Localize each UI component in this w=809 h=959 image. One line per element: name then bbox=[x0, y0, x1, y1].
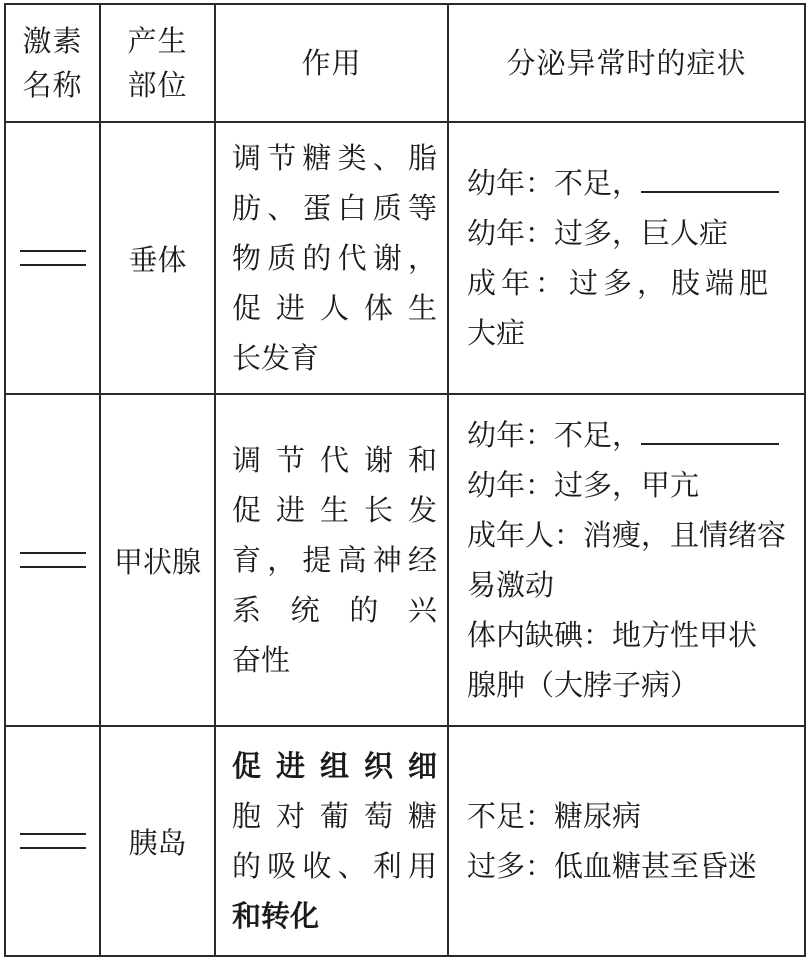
symptom-line: 易激动 bbox=[467, 568, 555, 602]
function-line: 促进生长发 bbox=[232, 493, 437, 527]
source-cell: 垂体 bbox=[100, 122, 215, 394]
function-line: 物质的代谢， bbox=[232, 241, 437, 275]
header-text: 产生 bbox=[127, 24, 188, 58]
fill-in-blank[interactable] bbox=[641, 417, 779, 445]
symptom-line: 成年：过多，肢端肥 bbox=[467, 266, 774, 300]
symptoms-cell bbox=[448, 726, 805, 956]
hormone-name-blank[interactable] bbox=[5, 726, 100, 956]
symptom-text: 幼年：不足， bbox=[467, 166, 642, 200]
function-line: 系统的兴 bbox=[232, 593, 437, 627]
answer-blank-line bbox=[20, 552, 86, 554]
table-row bbox=[5, 726, 805, 956]
answer-blank-line bbox=[20, 250, 86, 252]
function-line: 和转化 bbox=[232, 899, 320, 933]
header-function: 作用 bbox=[215, 4, 448, 122]
function-line: 育，提高神经 bbox=[232, 543, 437, 577]
function-line: 长发育 bbox=[232, 341, 320, 375]
function-line: 奋性 bbox=[232, 643, 291, 677]
symptoms-cell bbox=[448, 122, 805, 394]
function-line: 胞对葡萄糖 bbox=[232, 799, 437, 833]
source-cell: 甲状腺 bbox=[100, 394, 215, 726]
symptom-text: 幼年：不足， bbox=[467, 418, 642, 452]
function-cell bbox=[215, 394, 448, 726]
function-line: 调节糖类、脂 bbox=[232, 141, 437, 175]
symptom-line: 幼年：过多，巨人症 bbox=[467, 216, 729, 250]
function-line: 促进组织细 bbox=[232, 749, 437, 783]
header-text: 激素 bbox=[22, 24, 83, 58]
header-text: 部位 bbox=[127, 68, 188, 102]
symptom-line: 体内缺碘：地方性甲状 bbox=[467, 618, 758, 652]
symptom-line: 幼年：过多，甲亢 bbox=[467, 468, 700, 502]
symptom-line: 不足：糖尿病 bbox=[467, 799, 642, 833]
symptom-line: 过多：低血糖甚至昏迷 bbox=[467, 849, 758, 883]
table-row bbox=[5, 122, 805, 394]
header-text: 名称 bbox=[22, 68, 83, 102]
answer-blank-line bbox=[20, 566, 86, 568]
table-header-row bbox=[5, 4, 805, 122]
hormone-name-blank[interactable] bbox=[5, 122, 100, 394]
answer-blank-line bbox=[20, 847, 86, 849]
symptom-line bbox=[467, 158, 796, 208]
hormone-table bbox=[4, 3, 806, 957]
fill-in-blank[interactable] bbox=[641, 165, 779, 193]
function-line: 调节代谢和 bbox=[232, 443, 437, 477]
symptom-line: 成年人：消瘦，且情绪容 bbox=[467, 518, 787, 552]
function-cell bbox=[215, 122, 448, 394]
symptom-line bbox=[467, 410, 796, 460]
function-line: 的吸收、利用 bbox=[232, 849, 437, 883]
symptom-line: 腺肿（大脖子病） bbox=[467, 668, 700, 702]
answer-blank-line bbox=[20, 264, 86, 266]
answer-blank-line bbox=[20, 833, 86, 835]
header-symptoms: 分泌异常时的症状 bbox=[448, 4, 805, 122]
header-source bbox=[100, 4, 215, 122]
header-hormone-name bbox=[5, 4, 100, 122]
function-line: 促进人体生 bbox=[232, 291, 437, 325]
table-row bbox=[5, 394, 805, 726]
function-cell bbox=[215, 726, 448, 956]
function-line: 肪、蛋白质等 bbox=[232, 191, 437, 225]
symptoms-cell bbox=[448, 394, 805, 726]
symptom-line: 大症 bbox=[467, 316, 526, 350]
source-cell: 胰岛 bbox=[100, 726, 215, 956]
hormone-name-blank[interactable] bbox=[5, 394, 100, 726]
